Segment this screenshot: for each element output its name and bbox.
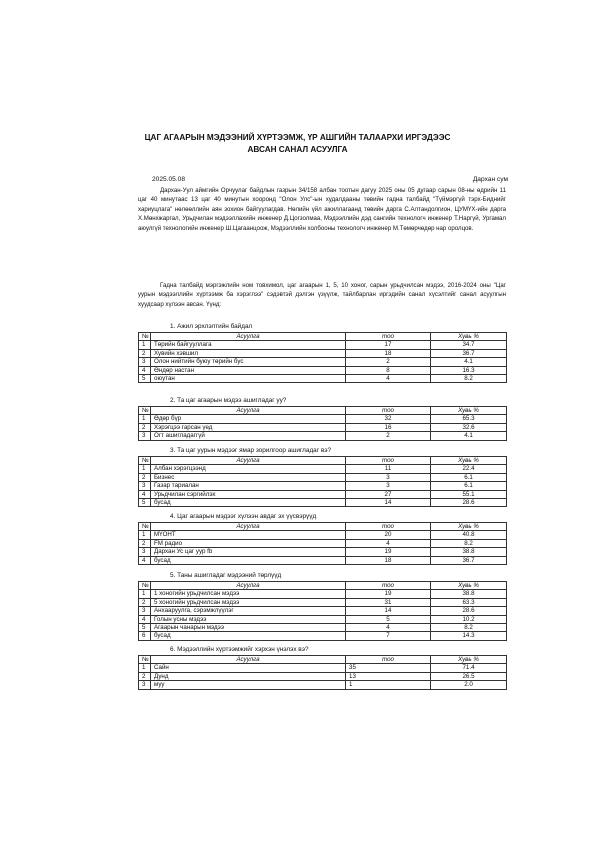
column-header: № — [139, 656, 151, 664]
survey-table — [138, 581, 507, 641]
row-count: 8 — [346, 366, 431, 374]
row-number: 1 — [139, 341, 151, 349]
row-label: Бизнес — [151, 473, 346, 481]
row-count: 20 — [346, 531, 431, 539]
column-header: Хувь % — [431, 656, 507, 664]
table-row — [139, 465, 507, 473]
row-label: МҮОНТ — [151, 531, 346, 539]
row-count: 31 — [346, 598, 431, 606]
table-row — [139, 415, 507, 423]
survey-paragraph: Гадна талбайд мэргэжлийн ном товхимол, цаг агаарын 1, 5, 10 хоног, сарын урьдчилсан мэдээ, 2016-2024 оны "Цаг уурын мэдээллийн хүртээмж ба хэрэглээ" сэдэвтэй дэлгэн үзүүлж, тайлбарлан иргэдийн санал хүсэлтийг санал асуулгын хуудсаар хүлээн авсан. Үүнд: — [138, 282, 506, 308]
row-label: FM радио — [151, 539, 346, 547]
row-count: 4 — [346, 375, 431, 383]
row-count: 5 — [346, 615, 431, 623]
column-header: Хувь % — [431, 523, 507, 531]
column-header: Хувь % — [431, 333, 507, 341]
row-number: 5 — [139, 499, 151, 507]
row-label: Урьдчилан сэргийлэх — [151, 490, 346, 498]
row-percent: 55.1 — [431, 490, 507, 498]
table-header-row — [139, 656, 507, 664]
row-count: 11 — [346, 465, 431, 473]
table-row — [139, 664, 507, 672]
row-percent: 38.8 — [431, 590, 507, 598]
row-percent: 4.1 — [431, 358, 507, 366]
row-label: Анхааруулга, сэрэмжлүүлэг — [151, 607, 346, 615]
column-header: № — [139, 457, 151, 465]
document-place: Дархан сум — [472, 176, 508, 183]
column-header: Асуулга — [151, 582, 346, 590]
row-count: 19 — [346, 590, 431, 598]
row-count: 18 — [346, 349, 431, 357]
column-header: Асуулга — [151, 523, 346, 531]
row-label: бусад — [151, 499, 346, 507]
table-row — [139, 341, 507, 349]
table-header-row — [139, 457, 507, 465]
row-count: 7 — [346, 632, 431, 640]
row-count: 3 — [346, 473, 431, 481]
section-heading: 6. Мэдээллийн хүртээмжийг хэрхэн үнэлэх вэ? — [170, 646, 309, 653]
row-number: 6 — [139, 632, 151, 640]
row-label: Дунд — [151, 672, 346, 680]
column-header: Асуулга — [151, 457, 346, 465]
row-label: бусад — [151, 556, 346, 564]
row-number: 2 — [139, 539, 151, 547]
title-line-1: ЦАГ АГААРЫН МЭДЭЭНИЙ ХҮРТЭЭМЖ, ҮР АШГИЙН ТАЛААРХИ ИРГЭДЭЭС — [144, 133, 451, 142]
row-percent: 22.4 — [431, 465, 507, 473]
row-number: 5 — [139, 375, 151, 383]
row-count: 1 — [346, 681, 431, 689]
section-heading: 2. Та цаг агаарын мэдээ ашигладаг уу? — [170, 397, 287, 404]
row-label: Огт ашигладаггүй — [151, 432, 346, 440]
table-row — [139, 531, 507, 539]
table-row — [139, 548, 507, 556]
table-row — [139, 432, 507, 440]
row-number: 3 — [139, 607, 151, 615]
row-number: 4 — [139, 556, 151, 564]
row-label: Сайн — [151, 664, 346, 672]
section-heading: 5. Таны ашигладаг мэдээний төрлүүд — [170, 572, 282, 579]
row-number: 3 — [139, 681, 151, 689]
table-header-row — [139, 333, 507, 341]
row-percent: 38.8 — [431, 548, 507, 556]
row-label: Албан хэрэгцээнд — [151, 465, 346, 473]
row-percent: 40.8 — [431, 531, 507, 539]
table-row — [139, 672, 507, 680]
table-row — [139, 473, 507, 481]
row-number: 2 — [139, 672, 151, 680]
column-header: Хувь % — [431, 407, 507, 415]
column-header: № — [139, 582, 151, 590]
section-heading: 3. Та цаг уурын мэдээг ямар зорилгоор ашигладаг вэ? — [170, 447, 332, 454]
row-number: 3 — [139, 482, 151, 490]
row-label: Хэрэгцээ гарсан үед — [151, 423, 346, 431]
row-label: Дархан Ус цаг уур fb — [151, 548, 346, 556]
row-number: 3 — [139, 432, 151, 440]
table-row — [139, 615, 507, 623]
row-number: 2 — [139, 473, 151, 481]
row-percent: 8.2 — [431, 375, 507, 383]
row-number: 1 — [139, 531, 151, 539]
row-count: 14 — [346, 607, 431, 615]
row-percent: 8.2 — [431, 539, 507, 547]
document-title — [60, 132, 535, 155]
row-label: Агаарын чанарын мэдээ — [151, 624, 346, 632]
table-row — [139, 375, 507, 383]
section-heading: 1. Ажил эрхлэлтийн байдал — [170, 323, 253, 330]
row-count: 13 — [346, 672, 431, 680]
row-label: Газар тариалан — [151, 482, 346, 490]
row-label: 1 хоногийн урьдчилсан мэдээ — [151, 590, 346, 598]
row-number: 2 — [139, 349, 151, 357]
row-label: оюутан — [151, 375, 346, 383]
column-header: № — [139, 523, 151, 531]
table-row — [139, 482, 507, 490]
row-count: 32 — [346, 415, 431, 423]
table-row — [139, 423, 507, 431]
row-percent: 65.3 — [431, 415, 507, 423]
row-number: 3 — [139, 548, 151, 556]
row-number: 3 — [139, 358, 151, 366]
column-header: Хувь % — [431, 582, 507, 590]
table-header-row — [139, 582, 507, 590]
column-header: тоо — [346, 457, 431, 465]
row-count: 2 — [346, 358, 431, 366]
row-label: Өндөр настан — [151, 366, 346, 374]
row-label: Төрийн байгууллага — [151, 341, 346, 349]
row-count: 27 — [346, 490, 431, 498]
row-number: 4 — [139, 366, 151, 374]
table-header-row — [139, 407, 507, 415]
row-percent: 71.4 — [431, 664, 507, 672]
row-percent: 34.7 — [431, 341, 507, 349]
row-number: 1 — [139, 465, 151, 473]
row-count: 2 — [346, 432, 431, 440]
column-header: тоо — [346, 407, 431, 415]
survey-table — [138, 332, 507, 383]
row-percent: 36.7 — [431, 349, 507, 357]
row-percent: 8.2 — [431, 624, 507, 632]
row-percent: 26.5 — [431, 672, 507, 680]
survey-table — [138, 655, 507, 690]
table-row — [139, 607, 507, 615]
column-header: Асуулга — [151, 407, 346, 415]
table-row — [139, 499, 507, 507]
title-line-2: АВСАН САНАЛ АСУУЛГА — [247, 144, 348, 154]
row-percent: 16.3 — [431, 366, 507, 374]
row-number: 5 — [139, 624, 151, 632]
row-label: Олон нийтийн буюу төрийн бус — [151, 358, 346, 366]
table-row — [139, 598, 507, 606]
column-header: Асуулга — [151, 333, 346, 341]
row-number: 1 — [139, 415, 151, 423]
column-header: тоо — [346, 333, 431, 341]
row-count: 4 — [346, 624, 431, 632]
row-percent: 10.2 — [431, 615, 507, 623]
row-percent: 63.3 — [431, 598, 507, 606]
row-count: 18 — [346, 556, 431, 564]
table-row — [139, 349, 507, 357]
row-number: 2 — [139, 598, 151, 606]
intro-paragraph: Дархан-Уул аймгийн Орчуулаг байдлын газрын 34/158 албан тоотын дагуу 2025 оны 05 дугаар сарын 08-ны өдрийн 11 цаг 40 минутаас 13 цаг 40 минутын хооронд "Олон Улс"-ын худалдааны төвийн гадна талбайд "Түймэргүй тэрх-Биднийг хариуцлага" нөлөөллийн аян зохион байгуулагдав. Нөлийн үйл ажиллагаанд төвийн дарга С.Алтандолгион, ЦУМҮХ-ийн дарга Х.Мөнхжаргал, Урьдчилан мэдээллахийн инженер Д.Цогзолмаа, Мэдээллийн дэд сангийн технологч инженер Т.Наргүй, Ургамал аюулгүй технологийн инженер Ш.Цагаанцоож, Мэдээллийн холбооны технологч инженер М.Төмөрчөдөр нар оролцов. — [138, 187, 506, 232]
table-row — [139, 358, 507, 366]
row-count: 14 — [346, 499, 431, 507]
column-header: тоо — [346, 656, 431, 664]
column-header: Асуулга — [151, 656, 346, 664]
table-header-row — [139, 523, 507, 531]
column-header: тоо — [346, 523, 431, 531]
row-percent: 36.7 — [431, 556, 507, 564]
table-row — [139, 681, 507, 689]
column-header: № — [139, 407, 151, 415]
row-label: Голын усны мэдээ — [151, 615, 346, 623]
row-percent: 2.0 — [431, 681, 507, 689]
row-percent: 6.1 — [431, 482, 507, 490]
row-label: муу — [151, 681, 346, 689]
row-count: 19 — [346, 548, 431, 556]
row-label: 5 хоногийн урьдчилсан мэдээ — [151, 598, 346, 606]
section-heading: 4. Цаг агаарын мэдээг хүлээн авдаг эх үүсвэрүүд — [170, 513, 317, 520]
row-label: Өдөр бүр — [151, 415, 346, 423]
table-row — [139, 366, 507, 374]
row-percent: 32.6 — [431, 423, 507, 431]
row-percent: 6.1 — [431, 473, 507, 481]
survey-table — [138, 522, 507, 565]
survey-table — [138, 406, 507, 441]
table-row — [139, 539, 507, 547]
table-row — [139, 624, 507, 632]
table-row — [139, 556, 507, 564]
row-percent: 4.1 — [431, 432, 507, 440]
column-header: № — [139, 333, 151, 341]
row-number: 1 — [139, 590, 151, 598]
row-percent: 28.6 — [431, 607, 507, 615]
column-header: Хувь % — [431, 457, 507, 465]
row-percent: 14.3 — [431, 632, 507, 640]
document-date: 2025.05.08 — [152, 176, 186, 183]
row-count: 35 — [346, 664, 431, 672]
row-count: 3 — [346, 482, 431, 490]
row-label: Хувийн хэвшил — [151, 349, 346, 357]
row-number: 4 — [139, 615, 151, 623]
table-row — [139, 490, 507, 498]
row-count: 4 — [346, 539, 431, 547]
row-number: 2 — [139, 423, 151, 431]
table-row — [139, 590, 507, 598]
row-count: 17 — [346, 341, 431, 349]
row-count: 16 — [346, 423, 431, 431]
row-number: 1 — [139, 664, 151, 672]
row-label: бусад — [151, 632, 346, 640]
row-percent: 28.6 — [431, 499, 507, 507]
survey-table — [138, 456, 507, 507]
column-header: тоо — [346, 582, 431, 590]
table-row — [139, 632, 507, 640]
row-number: 4 — [139, 490, 151, 498]
